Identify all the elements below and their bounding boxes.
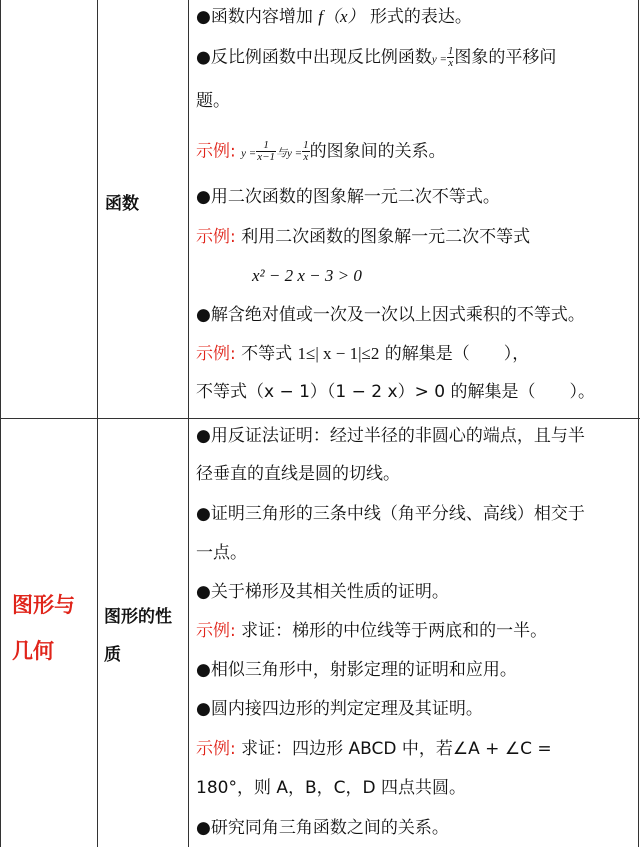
fraction-1-over-x-2: $\frac{1}{x}$ (303, 139, 309, 163)
fraction-1-over-x-minus-1: $\frac{1}{x-1}$ (257, 139, 276, 163)
formula-quadratic: x² − 2 x − 3 > 0 (252, 266, 362, 285)
line-geometry-9: ●研究同角三角函数之间的关系。 (196, 818, 449, 838)
example-label: 示例: (196, 621, 236, 641)
line-geometry-4: 一点。 (196, 543, 247, 563)
example-label: 示例: (196, 739, 236, 759)
example-label: 示例: (196, 227, 236, 247)
category-geometry: 图形与 几何 (12, 593, 75, 663)
example-functions-3: 示例: 不等式 1≤| x − 1|≤2 的解集是（ ）， (196, 344, 530, 364)
table-border-right (638, 0, 639, 847)
example-label: 示例: (196, 344, 236, 364)
line-geometry-1: ●用反证法证明：经过半径的非圆心的端点，且与半 (196, 426, 585, 446)
example-label: 示例: (196, 141, 236, 162)
line-functions-1: ●函数内容增加 f（x） 形式的表达。 (196, 7, 472, 27)
example-functions-2: 示例: 利用二次函数的图象解一元二次不等式 (196, 227, 531, 247)
example-geometry-2: 示例: 求证：四边形 ABCD 中，若∠A + ∠C = (196, 739, 552, 759)
row-divider (0, 418, 640, 419)
topic-cell-geometry-properties: 图形的性 质 (104, 607, 172, 665)
line-functions-3: 题。 (196, 91, 230, 111)
example-functions-1: 示例: y = $\frac{1}{x-1}$ 与y = $\frac{1}{x}$ 的图象间的关系。 (196, 139, 446, 163)
line-functions-5: ●解含绝对值或一次及一次以上因式乘积的不等式。 (196, 305, 585, 325)
table-divider-1 (97, 0, 98, 847)
line-geometry-6: ●相似三角形中，射影定理的证明和应用。 (196, 660, 517, 680)
example-geometry-1: 示例: 求证：梯形的中位线等于两底和的一半。 (196, 621, 548, 641)
line-geometry-3: ●证明三角形的三条中线（角平分线、高线）相交于 (196, 504, 585, 524)
line-functions-6: 不等式（x − 1）（1 − 2 x）> 0 的解集是（ ）。 (196, 382, 595, 402)
table-divider-2 (188, 0, 189, 847)
topic-cell-functions: 函数 (105, 194, 139, 214)
line-geometry-7: ●圆内接四边形的判定定理及其证明。 (196, 699, 483, 719)
line-geometry-2: 径垂直的直线是圆的切线。 (196, 464, 400, 484)
line-functions-2: ●反比例函数中出现反比例函数y = $\frac{1}{x}$ 图象的平移问 (196, 45, 557, 69)
line-functions-4: ●用二次函数的图象解一元二次不等式。 (196, 187, 500, 207)
line-geometry-8: 180°，则 A，B，C，D 四点共圆。 (196, 778, 467, 798)
fraction-1-over-x: $\frac{1}{x}$ (447, 45, 454, 69)
line-geometry-5: ●关于梯形及其相关性质的证明。 (196, 582, 449, 602)
table-border-left (0, 0, 1, 847)
